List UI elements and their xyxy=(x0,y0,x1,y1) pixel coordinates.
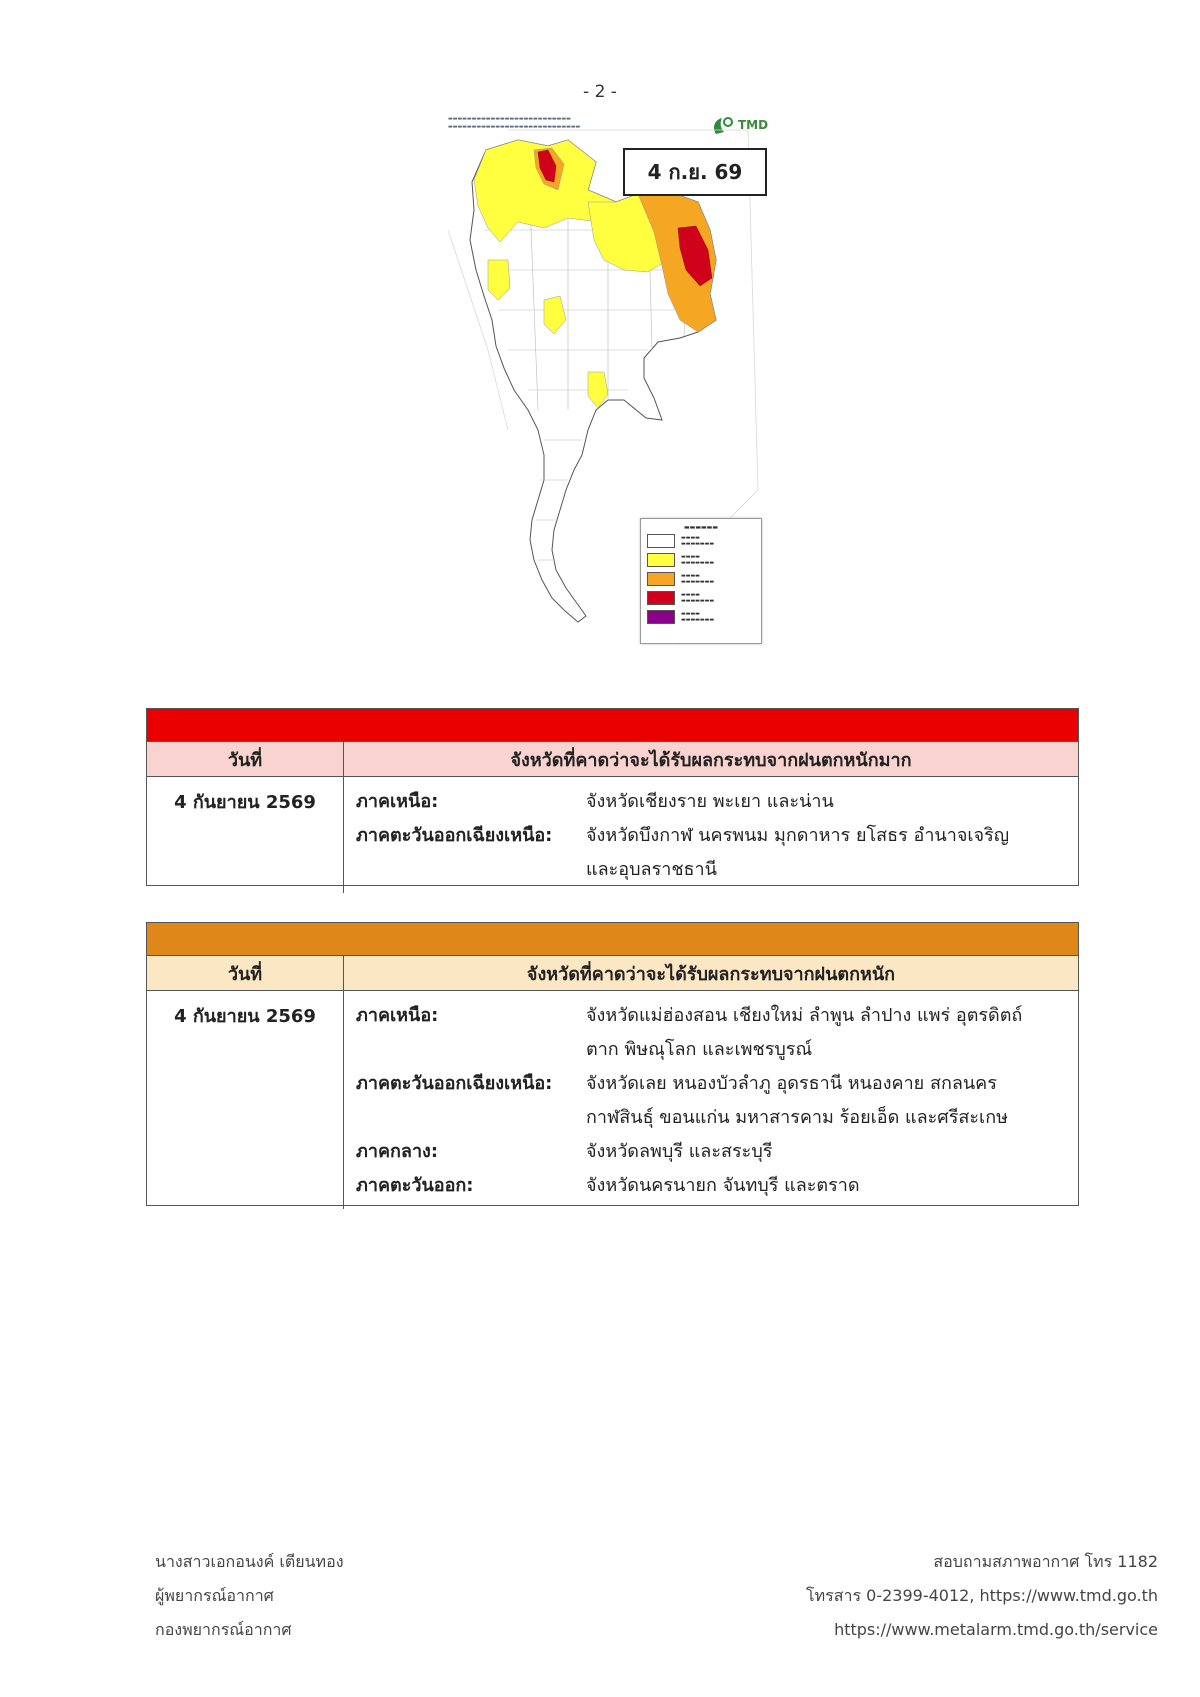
legend-swatch xyxy=(647,572,675,586)
legend-item xyxy=(641,588,761,607)
legend-swatch xyxy=(647,610,675,624)
legend-label: ▬▬▬▬ ▬▬▬▬▬▬▬ xyxy=(681,591,715,604)
header-date: วันที่ xyxy=(147,956,344,990)
region-list xyxy=(344,777,1078,893)
forecaster-signature xyxy=(155,1545,344,1647)
forecaster-name: นางสาวเอกอนงค์ เตียนทอง xyxy=(155,1552,344,1571)
legend-label: ▬▬▬▬ ▬▬▬▬▬▬▬ xyxy=(681,534,715,547)
forecast-date: 4 กันยายน 2569 xyxy=(147,991,344,1209)
region-provinces: ตาก พิษณุโลก และเพชรบูรณ์ xyxy=(586,1039,813,1060)
table-header xyxy=(147,956,1078,991)
map-header-text: ▬▬▬▬▬▬▬▬▬▬▬▬▬▬▬▬▬▬▬▬▬▬▬▬▬▬ xyxy=(448,116,571,122)
region-provinces: จังหวัดบึงกาฬ นครพนม มุกดาหาร ยโสธร อำนาจเจริญ xyxy=(586,825,1010,846)
header-date: วันที่ xyxy=(147,742,344,776)
legend-item xyxy=(641,550,761,569)
map-date-box: 4 ก.ย. 69 xyxy=(623,148,767,196)
region-north xyxy=(356,999,1078,1033)
legend-label: ▬▬▬▬ ▬▬▬▬▬▬▬ xyxy=(681,553,715,566)
forecaster-title: ผู้พยากรณ์อากาศ xyxy=(155,1586,274,1605)
region-northeast-cont xyxy=(356,853,1078,887)
region-northeast xyxy=(356,819,1078,853)
region-provinces: จังหวัดเชียงราย พะเยา และน่าน xyxy=(586,791,834,812)
table-header xyxy=(147,742,1078,777)
legend-label: ▬▬▬▬ ▬▬▬▬▬▬▬ xyxy=(681,610,715,623)
heavy-rain-table xyxy=(146,922,1079,1206)
region-label: ภาคตะวันออกเฉียงเหนือ: xyxy=(356,825,553,846)
region-label: ภาคตะวันออกเฉียงเหนือ: xyxy=(356,1073,553,1094)
legend-swatch xyxy=(647,553,675,567)
region-north-cont xyxy=(356,1033,1078,1067)
region-central xyxy=(356,1135,1078,1169)
region-label: ภาคเหนือ: xyxy=(356,1005,439,1026)
legend-item xyxy=(641,531,761,550)
page-number: - 2 - xyxy=(583,82,617,102)
legend-item xyxy=(641,607,761,626)
tmd-logo-text: TMD xyxy=(738,118,769,132)
forecaster-division: กองพยากรณ์อากาศ xyxy=(155,1620,292,1639)
region-label: ภาคตะวันออก: xyxy=(356,1175,474,1196)
map-header-subtext: ▬▬▬▬▬▬▬▬▬▬▬▬▬▬▬▬▬▬▬▬▬▬▬▬▬▬▬▬ xyxy=(448,124,581,130)
legend-swatch xyxy=(647,591,675,605)
table-row xyxy=(147,991,1078,1209)
region-provinces: จังหวัดนครนายก จันทบุรี และตราด xyxy=(586,1175,860,1196)
forecast-date: 4 กันยายน 2569 xyxy=(147,777,344,893)
legend-swatch xyxy=(647,534,675,548)
region-label: ภาคกลาง: xyxy=(356,1141,439,1162)
region-northeast-cont xyxy=(356,1101,1078,1135)
warning-level-bar xyxy=(147,709,1078,742)
contact-phone: สอบถามสภาพอากาศ โทร 1182 xyxy=(933,1552,1158,1571)
rainfall-forecast-map xyxy=(448,110,768,645)
region-north xyxy=(356,785,1078,819)
warning-level-bar xyxy=(147,923,1078,956)
legend-title: ▬▬▬▬▬▬ xyxy=(683,524,718,531)
table-row xyxy=(147,777,1078,893)
region-provinces: และอุบลราชธานี xyxy=(586,859,717,880)
region-northeast xyxy=(356,1067,1078,1101)
legend-item xyxy=(641,569,761,588)
region-label: ภาคเหนือ: xyxy=(356,791,439,812)
region-list xyxy=(344,991,1078,1209)
header-provinces: จังหวัดที่คาดว่าจะได้รับผลกระทบจากฝนตกหนัก xyxy=(526,963,896,985)
contact-service-link[interactable]: https://www.metalarm.tmd.go.th/service xyxy=(834,1620,1158,1639)
legend-label: ▬▬▬▬ ▬▬▬▬▬▬▬ xyxy=(681,572,715,585)
region-east xyxy=(356,1169,1078,1203)
region-provinces: จังหวัดเลย หนองบัวลำภู อุดรธานี หนองคาย สกลนคร xyxy=(586,1073,997,1094)
region-provinces: จังหวัดแม่ฮ่องสอน เชียงใหม่ ลำพูน ลำปาง แพร่ อุตรดิตถ์ xyxy=(586,1005,1023,1026)
map-legend xyxy=(640,518,762,644)
region-provinces: จังหวัดลพบุรี และสระบุรี xyxy=(586,1141,773,1162)
region-provinces: กาฬสินธุ์ ขอนแก่น มหาสารคาม ร้อยเอ็ด และศรีสะเกษ xyxy=(586,1107,1008,1128)
contact-info xyxy=(806,1545,1158,1647)
very-heavy-rain-table xyxy=(146,708,1079,886)
contact-fax-website[interactable]: โทรสาร 0-2399-4012, https://www.tmd.go.th xyxy=(806,1586,1158,1605)
header-provinces: จังหวัดที่คาดว่าจะได้รับผลกระทบจากฝนตกหนักมาก xyxy=(510,749,912,771)
